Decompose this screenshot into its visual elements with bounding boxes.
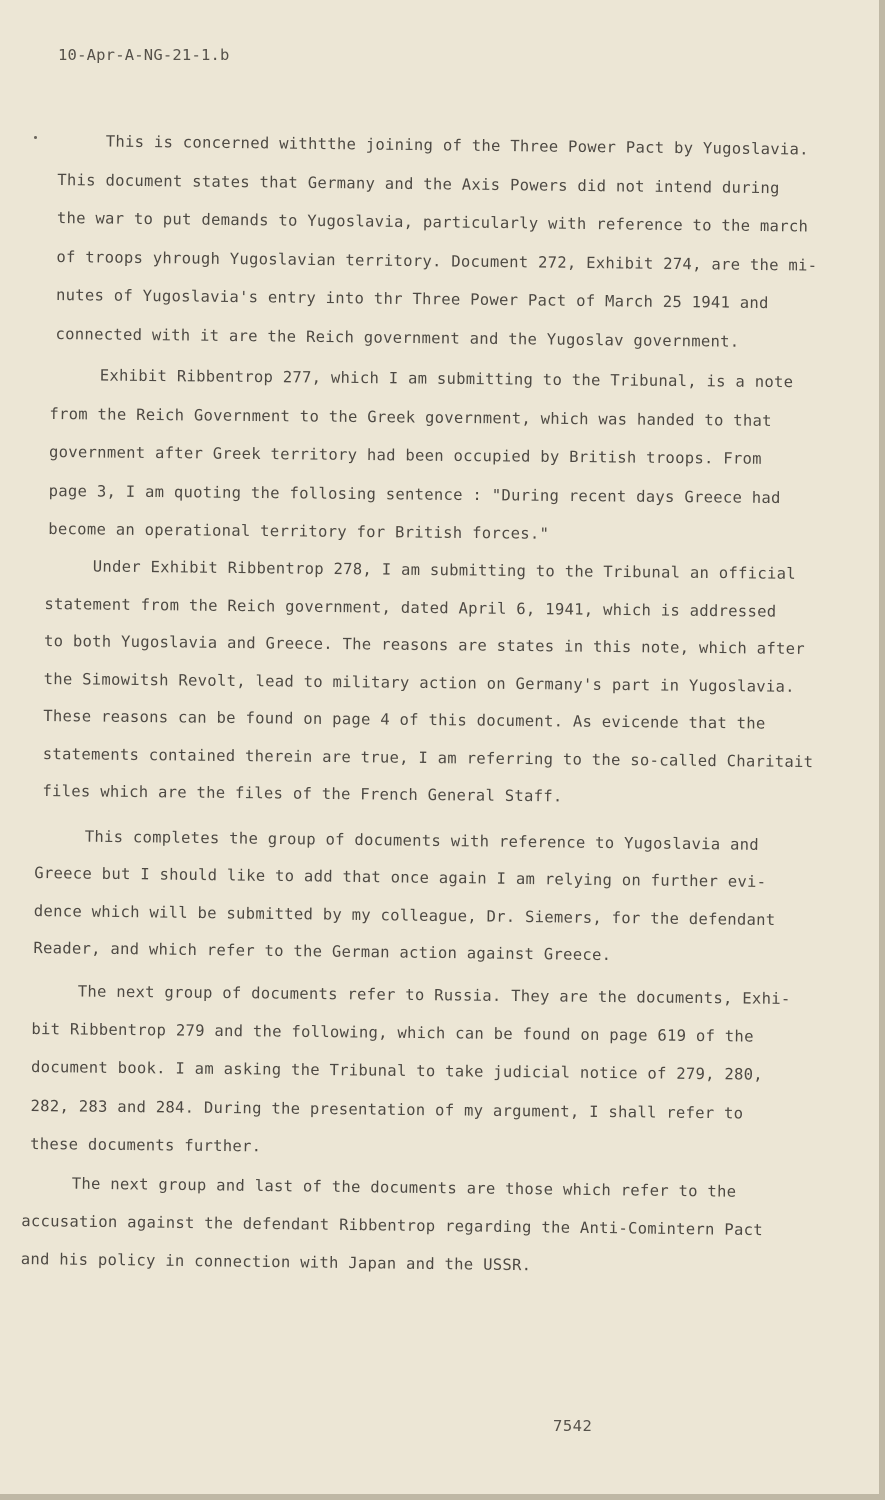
text-line: the Simowitsh Revolt, lead to military action on Germany's part in Yugoslavia.	[43, 669, 795, 696]
paper-speck	[34, 136, 37, 139]
text-line: dence which will be submitted by my colleague, Dr. Siemers, for the defendant	[33, 901, 776, 929]
text-line: The next group and last of the documents are those which refer to the	[71, 1174, 737, 1201]
text-line: statement from the Reich government, dated April 6, 1941, which is addressed	[44, 594, 777, 621]
text-line: Exhibit Ribbentrop 277, which I am submitting to the Tribunal, is a note	[99, 366, 794, 392]
paragraph-4	[33, 818, 776, 977]
text-line: page 3, I am quoting the follosing sentence : "During recent days Greece had	[48, 481, 781, 507]
paragraph-1	[55, 122, 818, 362]
text-line: connected with it are the Reich government and the Yugoslav government.	[55, 324, 740, 351]
text-line: 282, 283 and 284. During the presentation of my argument, I shall refer to	[30, 1096, 744, 1123]
paragraph-3	[42, 548, 815, 819]
text-line: Greece but I should like to add that once again I am relying on further evi-	[34, 864, 767, 892]
text-line: these documents further.	[30, 1134, 262, 1156]
text-line: These reasons can be found on page 4 of this document. As evicende that the	[43, 706, 766, 733]
text-line: This document states that Germany and the Axis Powers did not intend during	[57, 170, 780, 197]
paragraph-5	[30, 972, 791, 1171]
text-line: government after Greek territory had been occupied by British troops. From	[48, 443, 762, 469]
text-line: This is concerned withtthe joining of the Three Power Pact by Yugoslavia.	[105, 132, 809, 159]
document-reference: 10-Apr-A-NG-21-1.b	[58, 46, 230, 64]
text-line: Reader, and which refer to the German action against Greece.	[33, 939, 612, 965]
text-line: the war to put demands to Yugoslavia, particularly with reference to the march	[56, 209, 809, 236]
text-line: and his policy in connection with Japan and the USSR.	[20, 1250, 532, 1275]
paragraph-6	[21, 1164, 764, 1288]
paragraph-2	[48, 356, 793, 556]
text-line: from the Reich Government to the Greek government, which was handed to that	[49, 404, 772, 430]
text-line: The next group of documents refer to Russia. They are the documents, Exhi-	[77, 982, 791, 1008]
text-line: nutes of Yugoslavia's entry into thr Three Power Pact of March 25 1941 and	[55, 286, 769, 313]
text-line: accusation against the defendant Ribbentrop regarding the Anti-Comintern Pact	[21, 1212, 764, 1240]
text-line: files which are the files of the French General Staff.	[42, 781, 563, 806]
text-line: Under Exhibit Ribbentrop 278, I am submitting to the Tribunal an official	[92, 557, 796, 583]
text-line: of troops yhrough Yugoslavian territory. Document 272, Exhibit 274, are the mi-	[56, 247, 818, 275]
text-line: statements contained therein are true, I am referring to the so-called Charitait	[42, 744, 814, 771]
text-line: bit Ribbentrop 279 and the following, which can be found on page 619 of the	[31, 1020, 754, 1046]
page-number: 7542	[553, 1417, 593, 1435]
text-line: to both Yugoslavia and Greece. The reasons are states in this note, which after	[43, 631, 806, 658]
text-line: become an operational territory for British forces."	[48, 520, 550, 544]
text-line: document book. I am asking the Tribunal to take judicial notice of 279, 280,	[30, 1058, 764, 1085]
text-line: This completes the group of documents with reference to Yugoslavia and	[84, 827, 760, 854]
